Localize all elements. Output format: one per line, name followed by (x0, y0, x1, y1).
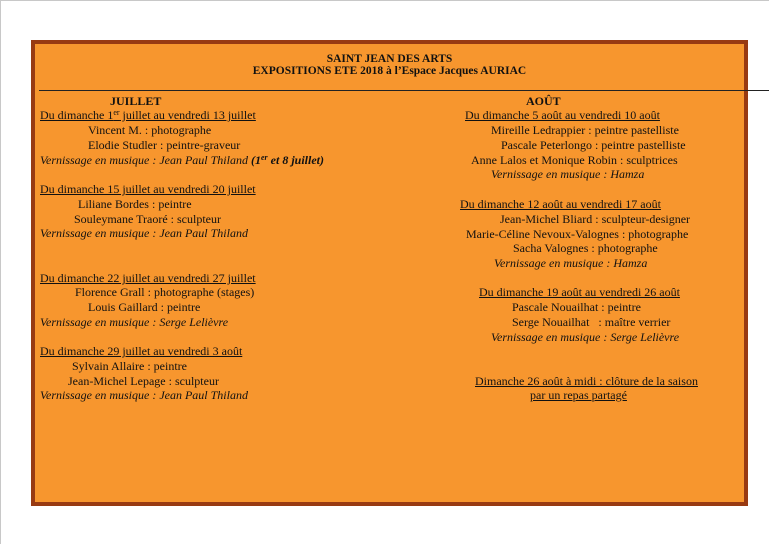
page-edge-left (0, 0, 1, 544)
august-week3-vernissage: Vernissage en musique : Serge Lelièvre (491, 330, 680, 344)
closing-line2: par un repas partagé (530, 388, 627, 402)
july-week4-artist2: Jean-Michel Lepage : sculpteur (68, 374, 219, 388)
august-week3-artist2: Serge Nouailhat : maître verrier (512, 315, 671, 329)
july-week1-artist2: Elodie Studler : peintre-graveur (88, 138, 241, 152)
july-week2-artist1: Liliane Bordes : peintre (78, 197, 192, 211)
august-heading: AOÛT (526, 94, 561, 108)
july-heading: JUILLET (110, 94, 162, 108)
august-week2-artist1: Jean-Michel Bliard : sculpteur-designer (500, 212, 691, 226)
july-week2-dates: Du dimanche 15 juillet au vendredi 20 juillet (40, 182, 256, 196)
august-week2-artist3: Sacha Valognes : photographe (513, 241, 658, 255)
august-week2-dates: Du dimanche 12 août au vendredi 17 août (460, 197, 661, 211)
poster-title: SAINT JEAN DES ARTS (326, 53, 453, 65)
july-week4-vernissage: Vernissage en musique : Jean Paul Thiland (40, 388, 248, 402)
august-week1-artist2: Pascale Peterlongo : peintre pastelliste (501, 138, 686, 152)
header-rule (39, 90, 769, 91)
july-week1-artist1: Vincent M. : photographe (88, 123, 212, 137)
july-week1-dates: Du dimanche 1er juillet au vendredi 13 juillet (40, 108, 256, 122)
july-week3-artist2: Louis Gaillard : peintre (88, 300, 201, 314)
august-week1-dates: Du dimanche 5 août au vendredi 10 août (465, 108, 660, 122)
page-edge-top (0, 0, 769, 1)
july-week4-dates: Du dimanche 29 juillet au vendredi 3 août (40, 344, 243, 358)
august-week2-artist2: Marie-Céline Nevoux-Valognes : photographe (466, 227, 689, 241)
august-week3-dates: Du dimanche 19 août au vendredi 26 août (479, 285, 680, 299)
august-week1-artist1: Mireille Ledrappier : peintre pastelliste (491, 123, 679, 137)
july-week4-artist1: Sylvain Allaire : peintre (72, 359, 187, 373)
poster-subtitle: EXPOSITIONS ETE 2018 à l’Espace Jacques AURIAC (252, 65, 527, 77)
august-week1-artist3: Anne Lalos et Monique Robin : sculptrices (471, 153, 678, 167)
july-week3-dates: Du dimanche 22 juillet au vendredi 27 juillet (40, 271, 256, 285)
july-week3-artist1: Florence Grall : photographe (stages) (75, 285, 255, 299)
july-week2-artist2: Souleymane Traoré : sculpteur (74, 212, 221, 226)
july-week3-vernissage: Vernissage en musique : Serge Lelièvre (40, 315, 229, 329)
august-week2-vernissage: Vernissage en musique : Hamza (494, 256, 648, 270)
august-week3-artist1: Pascale Nouailhat : peintre (512, 300, 641, 314)
july-week1-vernissage: Vernissage en musique : Jean Paul Thiland (1er et 8 juillet) (40, 153, 324, 167)
august-week1-vernissage: Vernissage en musique : Hamza (491, 167, 645, 181)
july-week2-vernissage: Vernissage en musique : Jean Paul Thiland (40, 226, 248, 240)
closing-line1: Dimanche 26 août à midi : clôture de la saison (475, 374, 698, 388)
